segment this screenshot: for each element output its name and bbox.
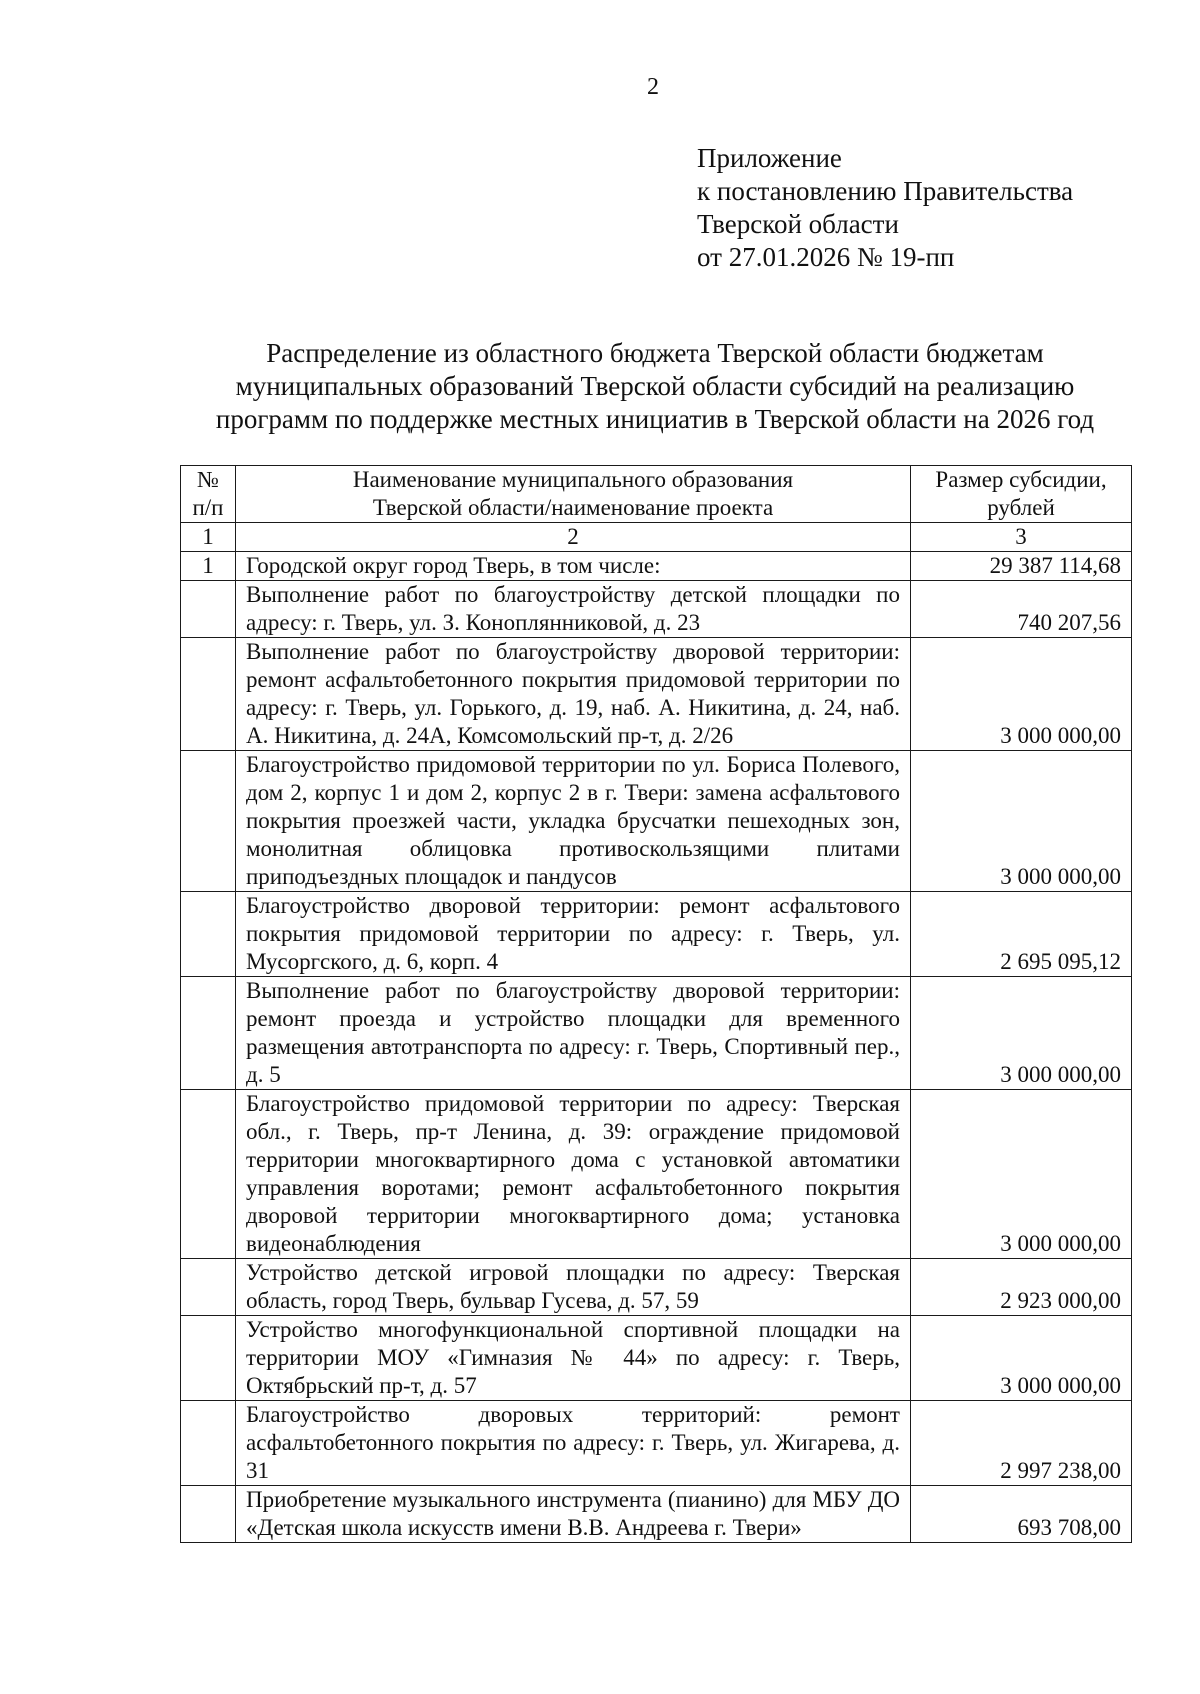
row-number	[181, 1316, 236, 1401]
project-name: Устройство детской игровой площадки по адресу: Тверская область, город Тверь, бульвар Гусева, д. 57, 59	[236, 1259, 911, 1316]
project-name: Выполнение работ по благоустройству дворовой территории: ремонт проезда и устройство площадки для временного размещения автотранспорта по адресу: г. Тверь, Спортивный пер., д. 5	[236, 977, 911, 1090]
row-number	[181, 892, 236, 977]
row-number	[181, 751, 236, 892]
municipality-total-row	[181, 552, 1132, 581]
table-row	[181, 638, 1132, 751]
appendix-line: Тверской области	[697, 209, 899, 239]
column-number: 2	[236, 523, 911, 552]
table-row	[181, 751, 1132, 892]
header-text: Наименование муниципального образования	[352, 467, 794, 492]
row-number	[181, 1486, 236, 1543]
header-amount	[911, 466, 1132, 523]
subsidy-amount: 693 708,00	[911, 1486, 1132, 1543]
appendix-block	[697, 142, 1073, 274]
appendix-line: от 27.01.2026 № 19-пп	[697, 242, 955, 272]
header-text: п/п	[192, 495, 224, 520]
table-row	[181, 1316, 1132, 1401]
subsidy-amount: 3 000 000,00	[911, 751, 1132, 892]
table-row	[181, 977, 1132, 1090]
project-name: Благоустройство дворовых территорий: ремонт асфальтобетонного покрытия по адресу: г. Тверь, ул. Жигарева, д. 31	[236, 1401, 911, 1486]
project-name: Выполнение работ по благоустройству детской площадки по адресу: г. Тверь, ул. З. Коноплянниковой, д. 23	[236, 581, 911, 638]
header-text: Тверской области/наименование проекта	[372, 495, 774, 520]
subsidy-amount: 3 000 000,00	[911, 1316, 1132, 1401]
table-row	[181, 1090, 1132, 1259]
project-name: Устройство многофункциональной спортивной площадки на территории МОУ «Гимназия № 44» по адресу: г. Тверь, Октябрьский пр-т, д. 57	[236, 1316, 911, 1401]
table-row	[181, 1486, 1132, 1543]
column-number: 3	[911, 523, 1132, 552]
subsidy-amount: 3 000 000,00	[911, 638, 1132, 751]
row-number: 1	[181, 552, 236, 581]
appendix-line: Приложение	[697, 143, 842, 173]
row-number	[181, 581, 236, 638]
page-number: 2	[647, 74, 659, 100]
subsidy-amount: 2 695 095,12	[911, 892, 1132, 977]
table-row	[181, 581, 1132, 638]
subsidy-amount: 2 997 238,00	[911, 1401, 1132, 1486]
column-number-row	[181, 523, 1132, 552]
title-line: муниципальных образований Тверской области субсидий на реализацию	[235, 371, 1075, 401]
row-number	[181, 1259, 236, 1316]
table-row	[181, 1259, 1132, 1316]
header-name	[236, 466, 911, 523]
appendix-line: к постановлению Правительства	[697, 176, 1074, 206]
subsidy-amount: 29 387 114,68	[911, 552, 1132, 581]
column-number: 1	[181, 523, 236, 552]
row-number	[181, 1090, 236, 1259]
project-name: Благоустройство придомовой территории по ул. Бориса Полевого, дом 2, корпус 1 и дом 2, корпус 2 в г. Твери: замена асфальтового покрытия проезжей части, укладка брусчатки пешеходных зон, монолитная облицовка противоскользящими плитами приподъездных площадок и пандусов	[236, 751, 911, 892]
project-name: Благоустройство придомовой территории по адресу: Тверская обл., г. Тверь, пр-т Ленина, д. 39: ограждение придомовой территории многоквартирного дома с установкой автоматики управления воротами; ремонт асфальтобетонного покрытия дворовой территории многоквартирного дома; установка видеонаблюдения	[236, 1090, 911, 1259]
subsidy-amount: 2 923 000,00	[911, 1259, 1132, 1316]
project-name: Благоустройство дворовой территории: ремонт асфальтового покрытия придомовой территории по адресу: г. Тверь, ул. Мусоргского, д. 6, корп. 4	[236, 892, 911, 977]
header-number	[181, 466, 236, 523]
document-title	[0, 337, 1200, 436]
project-name: Приобретение музыкального инструмента (пианино) для МБУ ДО «Детская школа искусств имени В.В. Андреева г. Твери»	[236, 1486, 911, 1543]
subsidy-amount: 740 207,56	[911, 581, 1132, 638]
title-line: Распределение из областного бюджета Тверской области бюджетам	[266, 338, 1044, 368]
table-row	[181, 892, 1132, 977]
row-number	[181, 1401, 236, 1486]
subsidy-amount: 3 000 000,00	[911, 977, 1132, 1090]
row-number	[181, 638, 236, 751]
municipality-name: Городской округ город Тверь, в том числе:	[236, 552, 911, 581]
table-row	[181, 1401, 1132, 1486]
table-header-row	[181, 466, 1132, 523]
project-name: Выполнение работ по благоустройству дворовой территории: ремонт асфальтобетонного покрытия придомовой территории по адресу: г. Тверь, ул. Горького, д. 19, наб. А. Никитина, д. 24, наб. А. Никитина, д. 24А, Комсомольский пр-т, д. 2/26	[236, 638, 911, 751]
header-text: рублей	[987, 495, 1055, 520]
subsidy-amount: 3 000 000,00	[911, 1090, 1132, 1259]
row-number	[181, 977, 236, 1090]
header-text: Размер субсидии,	[935, 467, 1107, 492]
subsidy-table	[180, 465, 1132, 1543]
title-line: программ по поддержке местных инициатив в Тверской области на 2026 год	[215, 404, 1095, 434]
header-text: №	[197, 467, 219, 492]
